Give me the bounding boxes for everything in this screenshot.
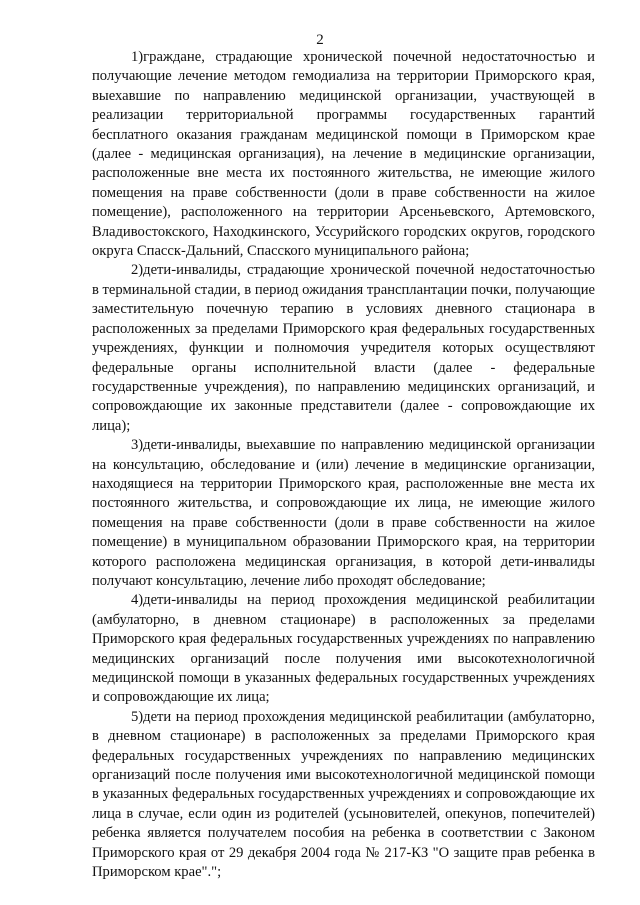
- paragraph-item-5: 5)дети на период прохождения медицинской реабилитации (амбулаторно, в дневном стационаре) в расположенных за пределами Приморского края федеральных государственных учреждениях по направлению медицинских организаций после получения ими высокотехнологичной медицинской помощи в указанных федеральных государственных учреждениях и сопровождающие их лица в случае, если один из родителей (усыновителей, опекунов, попечителей) ребенка является получателем пособия на ребенка в соответствии с Законом Приморского края от 29 декабря 2004 года № 217-КЗ "О защите прав ребенка в Приморском крае".";: [92, 708, 595, 881]
- paragraph-item-4: 4)дети-инвалиды на период прохождения медицинской реабилитации (амбулаторно, в дневном стационаре) в расположенных за пределами Приморского края федеральных государственных учреждениях по направлению медицинских организаций после получения ими высокотехнологичной медицинской помощи в указанных федеральных государственных учреждениях и сопровождающие их лица;: [92, 592, 595, 706]
- page-number: 2: [316, 32, 324, 48]
- paragraph-item-3: 3)дети-инвалиды, выехавшие по направлению медицинской организации на консультацию, обследование и (или) лечение в медицинские организации, находящиеся на территории Приморского края, расположенные вне места их постоянного жительства, и сопровождающие их лица, не имеющие жилого помещения на праве собственности (доли в праве собственности на жилое помещение) в муниципальном образовании Приморского края, на территории которого расположена медицинская организация, в которой дети-инвалиды получают консультацию, лечение либо проходят обследование;: [92, 437, 595, 589]
- paragraph-item-1: 1)граждане, страдающие хронической почечной недостаточностью и получающие лечение методом гемодиализа на территории Приморского края, выехавшие по направлению медицинской организации, участвующей в реализации территориальной программы государственных гарантий бесплатного оказания гражданам медицинской помощи в Приморском крае (далее - медицинская организация), на лечение в медицинские организации, расположенные вне места их постоянного жительства, не имеющие жилого помещения на праве собственности (доли в праве собственности на жилое помещение), расположенного на территории Арсеньевского, Артемовского, Владивостокского, Находкинского, Уссурийского городских округов, городского округа Спасск-Дальний, Спасского муниципального района;: [92, 49, 595, 260]
- document-body: [92, 48, 595, 882]
- paragraph-item-2: 2)дети-инвалиды, страдающие хронической почечной недостаточностью в терминальной стадии, в период ожидания трансплантации почки, получающие заместительную почечную терапию в условиях дневного стационара в расположенных за пределами Приморского края федеральных государственных учреждениях, функции и полномочия учредителя которых осуществляют федеральные органы исполнительной власти (далее - федеральные государственные учреждения), по направлению медицинских организаций, и сопровождающие их законные представители (далее - сопровождающие их лица);: [92, 262, 595, 434]
